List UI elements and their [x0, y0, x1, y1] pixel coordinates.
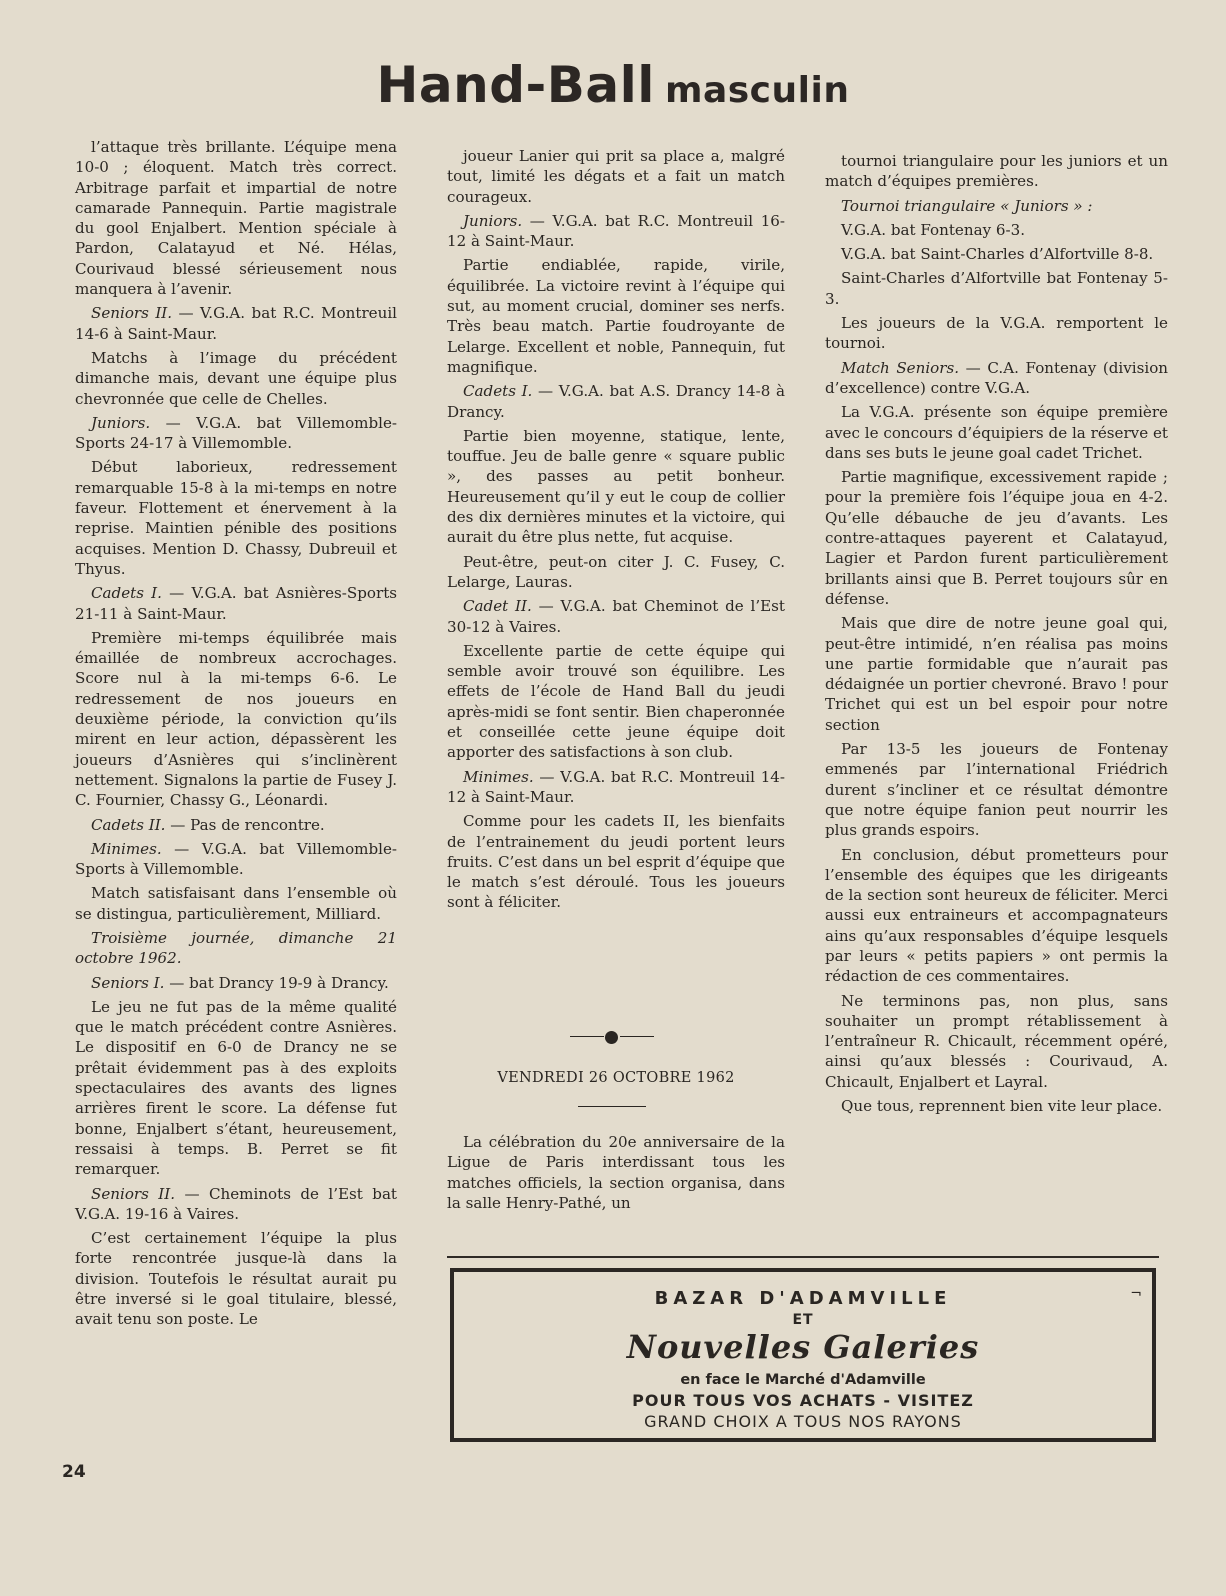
paragraph: Que tous, reprennent bien vite leur place. — [841, 1097, 1163, 1116]
ad-slogan: POUR TOUS VOS ACHATS - VISITEZ — [632, 1391, 974, 1410]
paragraph: V.G.A. bat Saint-Charles d’Alfortville 8-8. — [841, 245, 1154, 264]
result-line — [75, 839, 397, 880]
result-heading: Tournoi triangulaire « Juniors » : — [841, 196, 1093, 215]
result-heading: Juniors. — [91, 413, 151, 432]
result-line — [75, 303, 397, 344]
result-text: — bat Drancy 19-9 à Drancy. — [164, 973, 389, 992]
result-text: — V.G.A. bat R.C. Montreuil 14-6 à Saint-Maur. — [75, 304, 397, 343]
column-1 — [75, 137, 397, 1334]
ad-store-name: BAZAR D'ADAMVILLE — [654, 1288, 952, 1309]
result-line — [447, 381, 785, 422]
result-text: — C.A. Fontenay (division d’excellence) contre V.G.A. — [825, 358, 1168, 397]
result-heading: Minimes. — [91, 839, 162, 858]
title-part1: Hand-Ball — [376, 56, 655, 114]
column-2 — [447, 146, 785, 917]
result-line — [447, 767, 785, 808]
result-text: — Cheminots de l’Est bat V.G.A. 19-16 à Vaires. — [75, 1184, 398, 1223]
advertisement-box — [450, 1268, 1156, 1442]
result-text: — V.G.A. bat Villemomble-Sports à Villemomble. — [75, 839, 397, 879]
paragraph: Match satisfaisant dans l’ensemble où se distingua, particulièrement, Milliard. — [75, 884, 397, 923]
result-heading: Cadets II. — [91, 815, 166, 834]
result-heading: Juniors. — [463, 211, 523, 230]
section-separator — [570, 1031, 654, 1043]
paragraph: Partie endiablée, rapide, virile, équilibrée. La victoire revint à l’équipe qui sut, au moment crucial, dominer ses nerfs. Très beau match. Partie foudroyante de Lelarge. Excellent et noble, Pannequin, fut magnifique. — [447, 256, 785, 376]
result-heading: Cadet II. — [463, 597, 532, 616]
paragraph: Comme pour les cadets II, les bienfaits de l’entrainement du jeudi portent leurs fruits. C’est dans un bel esprit d’équipe que le match s’est déroulé. Tous les joueurs sont à féliciter. — [447, 812, 785, 912]
result-text: — V.G.A. bat R.C. Montreuil 14-12 à Saint-Maur. — [447, 767, 785, 806]
paragraph: Excellente partie de cette équipe qui semble avoir trouvé son équilibre. Les effets de l’école de Hand Ball du jeudi après-midi se font sentir. Bien chaperonnée et conseillée cette jeune équipe doit apporter des satisfactions à son club. — [447, 641, 785, 762]
horizontal-rule — [447, 1256, 1159, 1258]
result-heading: Troisième journée, dimanche 21 octobre 1962. — [75, 928, 397, 968]
ad-corner-mark: ¬ — [1130, 1286, 1142, 1302]
result-line — [825, 358, 1168, 399]
result-line — [75, 815, 397, 835]
result-heading: Seniors I. — [91, 973, 165, 992]
result-line — [75, 928, 397, 969]
result-line — [825, 196, 1168, 216]
page-title — [0, 56, 1226, 114]
paragraph: Partie bien moyenne, statique, lente, touffue. Jeu de balle genre « square public », des passes au petit bonheur. Heureusement qu’il y eut le coup de collier des dix dernières minutes et la victoire, qui aurait du être plus nette, fut acquise. — [447, 426, 785, 547]
paragraph: Ne terminons pas, non plus, sans souhaiter un prompt rétablissement à l’entraîneur R. Chicault, récemment opéré, ainsi qu’aux blessés : Courivaud, A. Chicault, Enjalbert et Layral. — [825, 991, 1168, 1091]
result-heading: Minimes. — [463, 767, 534, 786]
result-text: — V.G.A. bat R.C. Montreuil 16-12 à Saint-Maur. — [447, 211, 785, 251]
column-3 — [825, 151, 1168, 1120]
ad-conjunction: ET — [792, 1312, 814, 1328]
paragraph: Première mi-temps équilibrée mais émaillée de nombreux accrochages. Score nul à la mi-temps 6-6. Le redressement de nos joueurs en deuxième période, la conviction qu’ils mirent en leur action, dépassèrent les joueurs d’Asnières qui s’inclinèrent nettement. Signalons la partie de Fusey J. C. Fournier, Chassy G., Léonardi. — [75, 628, 397, 810]
result-text: — V.G.A. bat A.S. Drancy 14-8 à Drancy. — [447, 382, 785, 421]
paragraph: joueur Lanier qui prit sa place a, malgré tout, limité les dégats et a fait un match courageux. — [447, 147, 785, 206]
result-heading: Seniors II. — [91, 304, 173, 323]
result-text: — V.G.A. bat Villemomble-Sports 24-17 à Villemomble. — [75, 413, 397, 453]
paragraph: Mais que dire de notre jeune goal qui, peut-être intimidé, n’en réalisa pas moins une partie formidable que n’aurait pas dédaignée un portier chevroné. Bravo ! pour Trichet qui est un bel espoir pour notre section — [825, 614, 1168, 734]
result-text: — V.G.A. bat Asnières-Sports 21-11 à Saint-Maur. — [75, 584, 397, 623]
date-heading: VENDREDI 26 OCTOBRE 1962 — [497, 1070, 735, 1086]
result-text: — Pas de rencontre. — [165, 815, 325, 834]
paragraph: Matchs à l’image du précédent dimanche mais, devant une équipe plus chevronnée que celle de Chelles. — [75, 348, 397, 408]
paragraph: En conclusion, début prometteurs pour l’ensemble des équipes que les dirigeants de la section sont heureux de féliciter. Merci aussi eux entraineurs et accompagnateurs ains qu’aux responsables d’équipe lesquels par leurs « petits papiers » ont permis la rédaction de ces commentaires. — [825, 845, 1168, 986]
result-heading: Cadets I. — [91, 584, 162, 603]
result-heading: Seniors II. — [91, 1184, 176, 1203]
ad-brand: Nouvelles Galeries — [626, 1328, 980, 1366]
result-line — [447, 211, 785, 252]
title-part2: masculin — [664, 70, 850, 111]
result-line — [447, 596, 785, 637]
result-text: — V.G.A. bat Cheminot de l’Est 30-12 à Vaires. — [447, 597, 785, 636]
result-line — [75, 413, 397, 454]
paragraph: Les joueurs de la V.G.A. remportent le tournoi. — [825, 314, 1168, 353]
paragraph: La V.G.A. présente son équipe première avec le concours d’équipiers de la réserve et dans ses buts le jeune goal cadet Trichet. — [825, 403, 1168, 462]
result-line — [75, 583, 397, 624]
paragraph: tournoi triangulaire pour les juniors et un match d’équipes premières. — [825, 152, 1168, 191]
paragraph: Peut-être, peut-on citer J. C. Fusey, C. Lelarge, Lauras. — [447, 552, 785, 591]
paragraph: Par 13-5 les joueurs de Fontenay emmenés par l’international Friédrich durent s’incliner et ce résultat démontre que notre équipe fanion peut nourrir les plus grands espoirs. — [825, 740, 1168, 840]
result-line — [75, 1184, 397, 1225]
date-rule — [578, 1106, 646, 1107]
ad-tagline: GRAND CHOIX A TOUS NOS RAYONS — [644, 1412, 962, 1431]
ad-location: en face le Marché d'Adamville — [680, 1372, 926, 1388]
result-heading: Match Seniors. — [841, 358, 960, 377]
paragraph: Saint-Charles d’Alfortville bat Fontenay 5-3. — [825, 269, 1168, 308]
result-line — [75, 973, 397, 993]
result-heading: Cadets I. — [463, 382, 533, 401]
paragraph: l’attaque très brillante. L’équipe mena 10-0 ; éloquent. Match très correct. Arbitrage parfait et impartial de notre camarade Pannequin. Partie magistrale du gool Enjalbert. Mention spéciale à Pardon, Calatayud et Né. Hélas, Courivaud blessé sérieusement nous manquera à l’avenir. — [75, 138, 397, 299]
column-2-lower — [447, 1132, 785, 1217]
paragraph: V.G.A. bat Fontenay 6-3. — [841, 220, 1025, 239]
paragraph: Partie magnifique, excessivement rapide ; pour la première fois l’équipe joua en 4-2. Qu’elle débauche de jeu d’avants. Les contre-attaques payerent et Calatayud, Lagier et Pardon furent particulièrement brillants ainsi que B. Perret toujours sûr en défense. — [825, 468, 1168, 608]
paragraph: La célébration du 20e anniversaire de la Ligue de Paris interdissant tous les matches officiels, la section organisa, dans la salle Henry-Pathé, un — [447, 1133, 785, 1212]
paragraph: C’est certainement l’équipe la plus forte rencontrée jusque-là dans la division. Toutefois le résultat aurait pu être inversé si le goal titulaire, blessé, avait tenu son poste. Le — [75, 1229, 397, 1329]
paragraph: Le jeu ne fut pas de la même qualité que le match précédent contre Asnières. Le dispositif en 6-0 de Drancy ne se prêtait évidemment pas à des exploits spectaculaires des avants des lignes arrières firent le score. La défense fut bonne, Enjalbert s’étant, heureusement, ressaisi à temps. B. Perret se fit remarquer. — [75, 997, 397, 1179]
page-number: 24 — [62, 1462, 86, 1482]
paragraph: Début laborieux, redressement remarquable 15-8 à la mi-temps en notre faveur. Flottement et énervement à la reprise. Maintien pénible des positions acquises. Mention D. Chassy, Dubreuil et Thyus. — [75, 458, 397, 578]
